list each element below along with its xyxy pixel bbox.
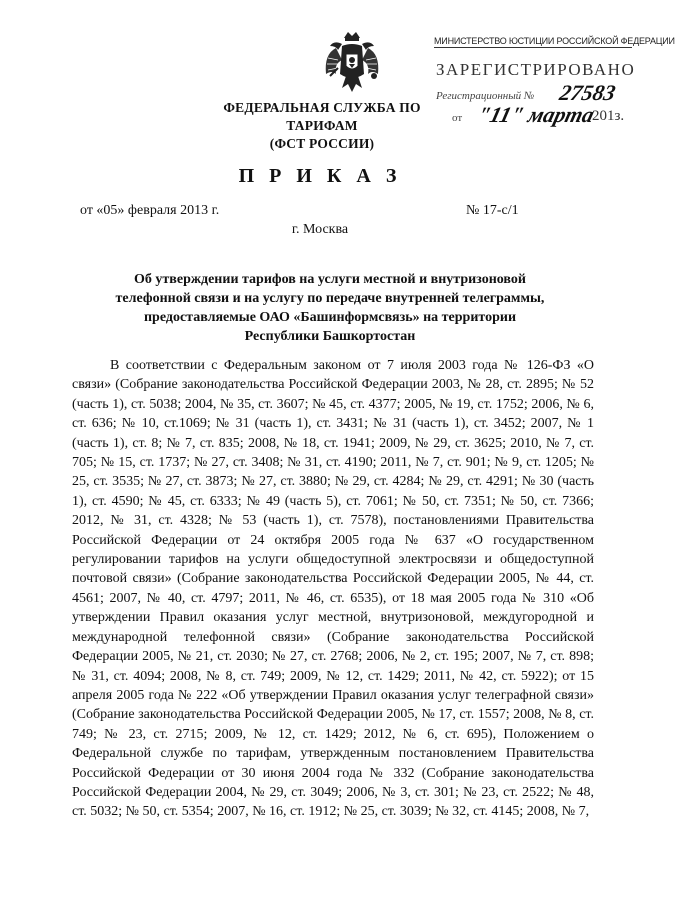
- document-number: № 17-с/1: [466, 203, 519, 218]
- stamp-number-label: Регистрационный №: [436, 90, 535, 102]
- stamp-date-label: от: [452, 112, 463, 124]
- subject-line: Об утверждении тарифов на услуги местной и внутризоновой: [134, 272, 526, 287]
- document-body: [72, 356, 594, 822]
- subject-line: Республики Башкортостан: [244, 329, 416, 344]
- stamp-number: 27583: [557, 80, 618, 105]
- subject-line: предоставляемые ОАО «Башинформсвязь» на территории: [143, 310, 517, 325]
- stamp-registered: ЗАРЕГИСТРИРОВАНО: [436, 60, 636, 79]
- document-city: г. Москва: [291, 222, 349, 237]
- stamp-ministry: МИНИСТЕРСТВО ЮСТИЦИИ РОССИЙСКОЙ ФЕДЕРАЦИИ: [434, 36, 675, 46]
- subject-line: телефонной связи и на услугу по передаче внутренней телеграммы,: [115, 291, 545, 306]
- agency-name: ФЕДЕРАЛЬНАЯ СЛУЖБА ПО ТАРИФАМ: [223, 100, 421, 133]
- stamp-date: "11" марта: [475, 102, 597, 127]
- stamp-year: 201з.: [592, 108, 625, 124]
- agency-header: [192, 99, 452, 153]
- document-subject: [100, 270, 560, 346]
- document-date: от «05» февраля 2013 г.: [80, 203, 220, 218]
- coat-of-arms-icon: [322, 30, 382, 96]
- document-title: П Р И К А З: [238, 165, 402, 187]
- body-paragraph: В соответствии с Федеральным законом от 7 июля 2003 года № 126-ФЗ «О связи» (Собрание законодательства Российской Федерации 2003, № 28, ст. 2895; № 52 (часть 1), ст. 5038; 2004, № 35, ст. 3607; № 45, ст. 4377; 2005, № 19, ст. 1752; 2006, № 6, ст. 636; № 10, ст.1069; № 31 (часть 1), ст. 3431; № 31 (часть 1), ст. 3452; 2007, № 1 (часть 1), ст. 8; № 7, ст. 835; 2008, № 18, ст. 1941; 2009, № 29, ст. 3625; 2010, № 7, ст. 705; № 15, ст. 1737; № 27, ст. 3408; № 31, ст. 4190; 2011, № 7, ст. 901; № 9, ст. 1205; № 25, ст. 3535; № 27, ст. 3873; № 27, ст. 3880; № 29, ст. 4284; № 29, ст. 4291; № 30 (часть 1), ст. 4590; № 45, ст. 6333; № 49 (часть 5), ст. 7061; № 50, ст. 7351; № 50, ст. 7366; 2012, № 31, ст. 4328; № 53 (часть 1), ст. 7578), постановлениями Правительства Российской Федерации от 24 октября 2005 года № 637 «О государственном регулировании тарифов на услуги общедоступной электросвязи и общедоступной почтовой связи» (Собрание законодательства Российской Федерации 2005, № 44, ст. 4561; 2007, № 40, ст. 4797; 2011, № 46, ст. 6535), от 18 мая 2005 года № 310 «Об утверждении Правил оказания услуг местной, внутризоновой, междугородной и международной телефонной связи» (Собрание законодательства Российской Федерации 2005, № 21, ст. 2030; № 27, ст. 2768; 2006, № 2, ст. 195; 2007, № 7, ст. 898; № 31, ст. 4094; 2008, № 8, ст. 749; 2009, № 12, ст. 1429; 2011, № 42, ст. 5922); от 15 апреля 2005 года № 222 «Об утверждении Правил оказания услуг телеграфной связи» (Собрание законодательства Российской Федерации 2005, № 17, ст. 1557; 2008, № 8, ст. 749; № 23, ст. 2715; 2009, № 12, ст. 1429; 2012, № 6, ст. 695), Положением о Федеральной службе по тарифам, утвержденным постановлением Правительства Российской Федерации от 30 июня 2004 года № 332 (Собрание законодательства Российской Федерации 2004, № 29, ст. 3049; 2006, № 3, ст. 301; № 23, ст. 2522; № 48, ст. 5032; № 50, ст. 5354; 2007, № 16, ст. 1912; № 25, ст. 3039; № 32, ст. 4145; 2008, № 7,: [72, 358, 594, 820]
- registration-stamp: [428, 34, 675, 134]
- agency-abbreviation: (ФСТ РОССИИ): [269, 136, 375, 151]
